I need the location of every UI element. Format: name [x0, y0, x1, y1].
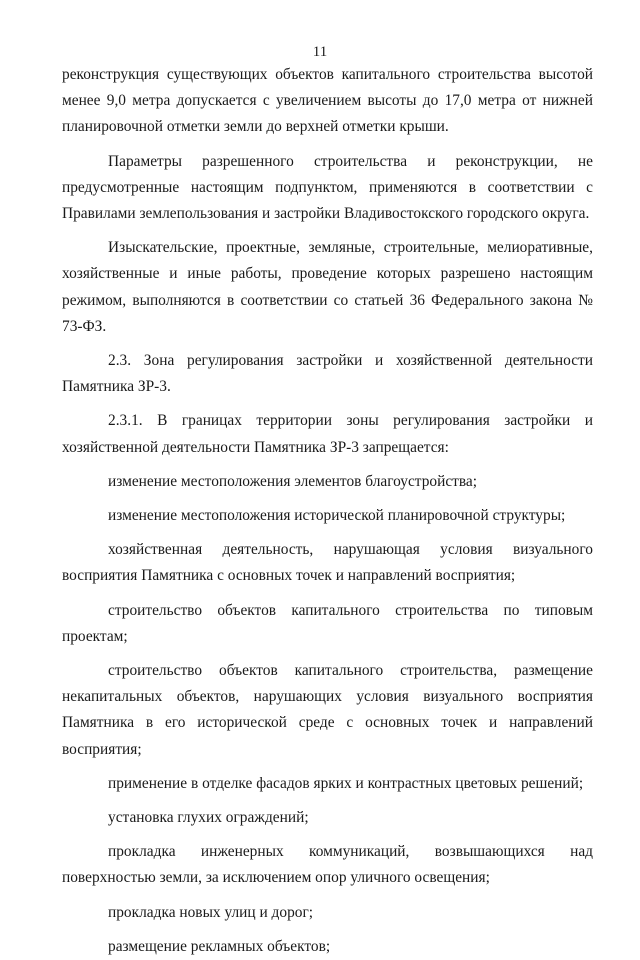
list-item: изменение местоположения элементов благоустройства; [108, 472, 478, 490]
list-item: прокладка инженерных коммуникаций, возвышающихся над поверхностью земли, за исключением опор уличного освещения; [62, 843, 593, 887]
paragraph-2-3-1: 2.3.1. В границах территории зоны регулирования застройки и хозяйственной деятельности Памятника ЗР-3 запрещается: [62, 412, 593, 456]
list-item: применение в отделке фасадов ярких и контрастных цветовых решений; [108, 774, 584, 792]
paragraph-works: Изыскательские, проектные, земляные, строительные, мелиоративные, хозяйственные и иные работы, проведение которых разрешено настоящим режимом, выполняются в соответствии со статьей 36 Федерального закона № 73-ФЗ. [62, 239, 593, 335]
list-item: строительство объектов капитального строительства, размещение некапитальных объектов, нарушающих условия визуального восприятия Памятника в его исторической среде с основных точек и направлений восприятия; [62, 662, 593, 758]
list-item: прокладка новых улиц и дорог; [108, 903, 314, 921]
paragraph-parameters: Параметры разрешенного строительства и реконструкции, не предусмотренные настоящим подпунктом, применяются в соответствии с Правилами землепользования и застройки Владивостокского городского округа. [62, 152, 593, 223]
paragraph-continuation: реконструкция существующих объектов капитального строительства высотой менее 9,0 метра допускается с увеличением высоты до 17,0 метра от нижней планировочной отметки земли до верхней отметки крыши. [62, 66, 593, 136]
list-item: размещение рекламных объектов; [108, 937, 331, 955]
document-body [62, 62, 593, 960]
list-item: изменение местоположения исторической планировочной структуры; [108, 507, 566, 525]
list-item: строительство объектов капитального строительства по типовым проектам; [62, 601, 593, 645]
list-item: установка глухих ограждений; [108, 809, 309, 827]
page-number: 11 [312, 44, 328, 60]
list-item: хозяйственная деятельность, нарушающая условия визуального восприятия Памятника с основных точек и направлений восприятия; [62, 541, 593, 585]
section-heading-2-3: 2.3. Зона регулирования застройки и хозяйственной деятельности Памятника ЗР-3. [62, 352, 593, 396]
